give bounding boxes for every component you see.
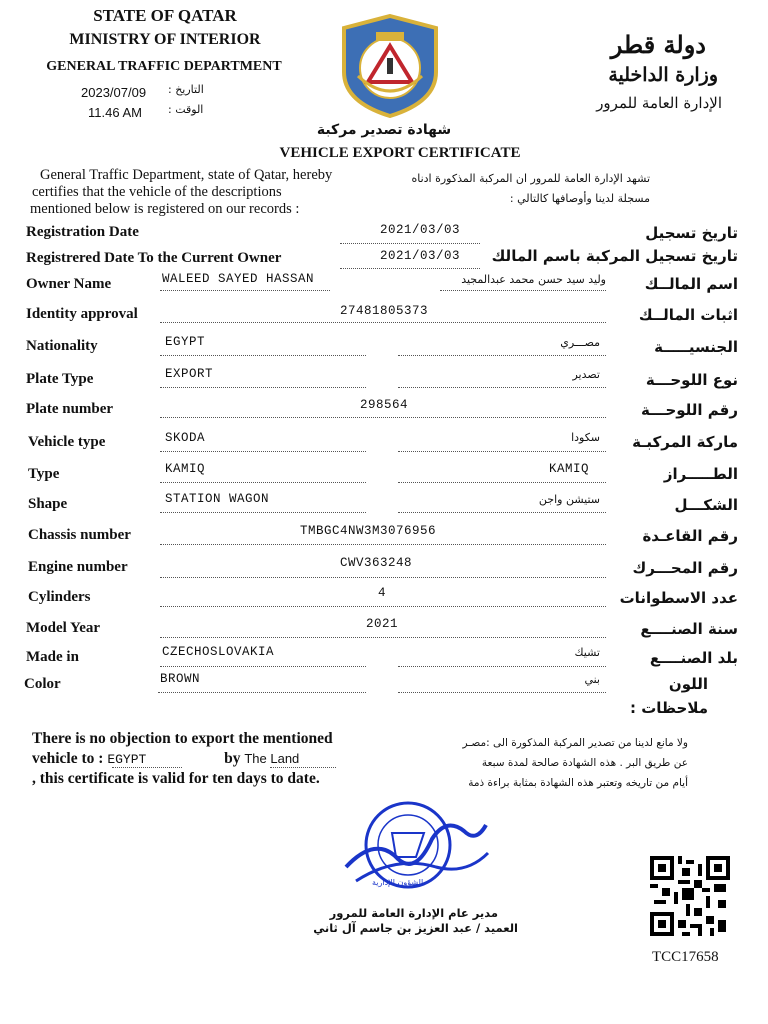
dots bbox=[160, 666, 366, 667]
label-type: Type bbox=[28, 466, 60, 482]
qr-code-icon bbox=[650, 856, 730, 936]
stamp-text: الشؤون الإدارية bbox=[372, 878, 424, 887]
label-ar-identity-approval: اثبات المالــك bbox=[638, 306, 738, 324]
label-ar-engine-number: رقم المحـــرك bbox=[632, 559, 738, 577]
label-ar-chassis-number: رقم القاعـدة bbox=[642, 527, 738, 545]
title-english: VEHICLE EXPORT CERTIFICATE bbox=[279, 145, 521, 161]
value-ar-owner-name: وليد سيد حسن محمد عبدالمجيد bbox=[461, 273, 606, 286]
dots bbox=[340, 243, 480, 244]
value-plate-type: EXPORT bbox=[165, 367, 214, 381]
intro-english bbox=[30, 167, 333, 218]
label-nationality: Nationality bbox=[26, 338, 98, 354]
dots bbox=[398, 512, 606, 513]
label-color: Color bbox=[24, 676, 61, 692]
value-registered-current-owner: 2021/03/03 bbox=[380, 249, 461, 263]
dots bbox=[440, 290, 606, 291]
label-shape: Shape bbox=[28, 496, 68, 512]
statement-arabic-line-3: أيام من تاريخه وتعتبر هذه الشهادة بمثابة براءة ذمة bbox=[468, 777, 688, 789]
value-cylinders: 4 bbox=[378, 586, 387, 600]
label-ar-cylinders: عدد الاسطوانات bbox=[619, 589, 738, 607]
dots bbox=[160, 451, 366, 452]
value-ar-made-in: تشيك bbox=[574, 646, 600, 659]
dots bbox=[160, 577, 606, 578]
header-arabic-ministry: وزارة الداخلية bbox=[608, 64, 718, 86]
label-ar-model-year: سنة الصنــــع bbox=[640, 620, 738, 638]
dots bbox=[160, 387, 366, 388]
label-cylinders: Cylinders bbox=[28, 589, 91, 605]
dots bbox=[160, 322, 606, 323]
value-identity-approval: 27481805373 bbox=[340, 304, 429, 318]
traffic-department-emblem bbox=[340, 14, 440, 118]
label-made-in: Made in bbox=[26, 649, 79, 665]
label-ar-made-in: بلد الصنــــع bbox=[649, 649, 738, 667]
label-ar-nationality: الجنسيـــــة bbox=[654, 338, 738, 356]
dots bbox=[398, 387, 606, 388]
label-identity-approval: Identity approval bbox=[26, 306, 138, 322]
label-ar-remarks: ملاحظات : bbox=[629, 699, 708, 717]
value-type-right: KAMIQ bbox=[549, 462, 590, 476]
dots bbox=[160, 482, 366, 483]
statement-by-label: by bbox=[224, 750, 241, 767]
official-stamp bbox=[336, 795, 496, 905]
intro-arabic-line-1: تشهد الإدارة العامة للمرور ان المركبة المذكورة ادناه bbox=[411, 172, 650, 185]
header-ministry: MINISTRY OF INTERIOR bbox=[69, 31, 261, 48]
value-shape: STATION WAGON bbox=[165, 492, 270, 506]
label-ar-color: اللون bbox=[668, 675, 708, 693]
signature-title-ar: مدير عام الإدارة العامة للمرور bbox=[329, 906, 498, 920]
dots bbox=[160, 637, 606, 638]
value-ar-nationality: مصـــري bbox=[560, 336, 600, 349]
header-state: STATE OF QATAR bbox=[93, 6, 237, 25]
label-ar-plate-number: رقم اللوحـــة bbox=[640, 401, 738, 419]
intro-line-3: mentioned below is registered on our records : bbox=[30, 201, 300, 217]
certificate-code: TCC17658 bbox=[652, 949, 719, 965]
statement-by-value: The Land bbox=[244, 751, 300, 766]
statement-line-3: , this certificate is valid for ten days to date. bbox=[32, 770, 320, 787]
dots bbox=[340, 268, 480, 269]
value-ar-plate-type: تصدير bbox=[572, 368, 600, 381]
signature-name-ar: العميد / عبد العزيز بن جاسم آل ثاني bbox=[313, 921, 518, 935]
dots bbox=[160, 512, 366, 513]
label-registration-date: Registration Date bbox=[26, 224, 139, 240]
time-value: 11.46 AM bbox=[88, 105, 142, 120]
header-department: GENERAL TRAFFIC DEPARTMENT bbox=[46, 59, 282, 74]
dots bbox=[398, 355, 606, 356]
label-ar-shape: الشكـــل bbox=[674, 496, 738, 514]
label-plate-type: Plate Type bbox=[26, 371, 94, 387]
value-color: BROWN bbox=[160, 672, 201, 686]
value-chassis-number: TMBGC4NW3M3076956 bbox=[300, 524, 437, 538]
label-registered-current-owner: Registrered Date To the Current Owner bbox=[26, 250, 282, 266]
statement-arabic bbox=[463, 733, 688, 793]
dots bbox=[160, 606, 606, 607]
statement-line-2 bbox=[32, 750, 299, 768]
value-ar-vehicle-type: سكودا bbox=[571, 431, 600, 444]
value-plate-number: 298564 bbox=[360, 398, 409, 412]
label-vehicle-type: Vehicle type bbox=[28, 434, 106, 450]
header-arabic-state: دولة قطر bbox=[610, 30, 706, 59]
statement-arabic-line-1: ولا مانع لدينا من تصدير المركبة المذكورة الى :مصـر bbox=[462, 737, 688, 749]
dots bbox=[160, 417, 606, 418]
dots bbox=[160, 290, 330, 291]
value-registration-date: 2021/03/03 bbox=[380, 223, 461, 237]
dots bbox=[158, 692, 366, 693]
label-engine-number: Engine number bbox=[28, 559, 128, 575]
date-value: 2023/07/09 bbox=[81, 85, 147, 100]
date-label-ar: التاريخ : bbox=[168, 83, 204, 96]
label-plate-number: Plate number bbox=[26, 401, 114, 417]
value-owner-name: WALEED SAYED HASSAN bbox=[162, 272, 315, 286]
title-arabic: شهادة تصدير مركبة bbox=[316, 122, 452, 138]
value-nationality: EGYPT bbox=[165, 335, 206, 349]
dots bbox=[398, 692, 606, 693]
intro-arabic-line-2: مسجلة لدينا وأوصافها كالتالي : bbox=[509, 192, 650, 205]
dots bbox=[398, 451, 606, 452]
statement-destination: EGYPT bbox=[107, 752, 147, 767]
dots bbox=[270, 767, 336, 768]
statement-vehicle-to: vehicle to : bbox=[32, 750, 104, 767]
value-model-year: 2021 bbox=[366, 617, 399, 631]
label-ar-owner-name: اسم المالــك bbox=[644, 275, 738, 293]
label-owner-name: Owner Name bbox=[26, 276, 112, 292]
intro-line-1: General Traffic Department, state of Qatar, hereby bbox=[40, 167, 333, 183]
label-ar-type: الطـــــراز bbox=[663, 465, 738, 483]
time-label-ar: الوقت : bbox=[168, 103, 204, 116]
dots bbox=[398, 666, 606, 667]
label-ar-registered-current-owner: تاريخ تسجيل المركبة باسم المالك bbox=[491, 247, 738, 265]
label-chassis-number: Chassis number bbox=[28, 527, 131, 543]
statement-arabic-line-2: عن طريق البر . هذه الشهادة صالحة لمدة سبعة bbox=[481, 757, 688, 769]
label-ar-plate-type: نوع اللوحـــة bbox=[645, 371, 738, 389]
dots bbox=[160, 544, 606, 545]
dots bbox=[160, 355, 366, 356]
statement-line-1: There is no objection to export the mentioned bbox=[32, 730, 333, 747]
label-ar-registration-date: تاريخ تسجيل bbox=[645, 224, 738, 242]
intro-arabic bbox=[411, 169, 650, 209]
intro-line-2: certifies that the vehicle of the descriptions bbox=[32, 184, 282, 200]
dots bbox=[398, 482, 606, 483]
value-type: KAMIQ bbox=[165, 462, 206, 476]
label-model-year: Model Year bbox=[26, 620, 101, 636]
header-arabic-department: الإدارة العامة للمرور bbox=[596, 94, 722, 112]
value-ar-shape: ستيشن واجن bbox=[538, 493, 600, 506]
label-ar-vehicle-type: ماركة المركبـة bbox=[632, 433, 738, 451]
value-ar-color: بني bbox=[584, 673, 600, 686]
value-vehicle-type: SKODA bbox=[165, 431, 206, 445]
dots bbox=[112, 767, 182, 768]
value-engine-number: CWV363248 bbox=[340, 556, 413, 570]
value-made-in: CZECHOSLOVAKIA bbox=[162, 645, 275, 659]
